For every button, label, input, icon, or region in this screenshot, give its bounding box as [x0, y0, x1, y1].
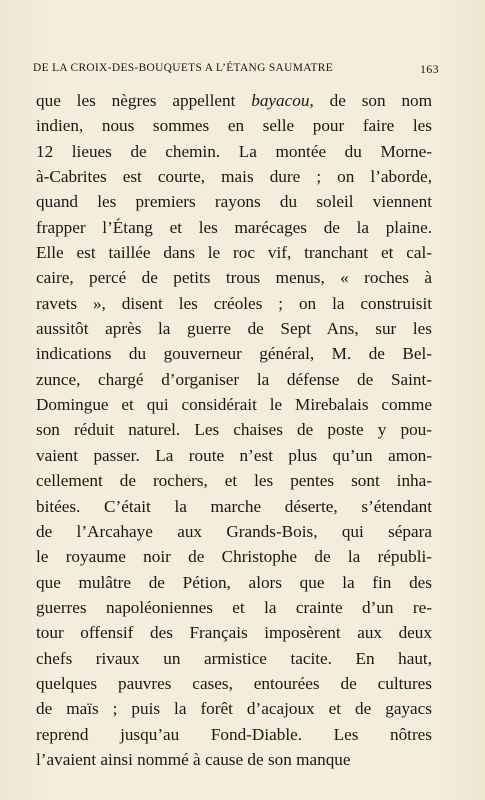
text-line: indications du gouverneur général, M. de Bel- — [36, 344, 432, 364]
text-line: l’avaient ainsi nommé à cause de son manque — [36, 749, 351, 769]
text-line: chefs rivaux un armistice tacite. En haut, — [36, 648, 432, 668]
text-line: quelques pauvres cases, entourées de cultures — [36, 673, 432, 693]
text-line: reprend jusqu’au Fond-Diable. Les nôtres — [36, 724, 432, 744]
text-line: à-Cabrites est courte, mais dure ; on l’aborde, — [36, 167, 432, 187]
italic-word: bayacou — [251, 91, 310, 110]
text-line: aussitôt après la guerre de Sept Ans, sur les — [36, 319, 432, 339]
text-line: vaient passer. La route n’est plus qu’un amon- — [36, 445, 432, 465]
body-text — [36, 88, 432, 772]
text-line: ravets », disent les créoles ; on la construisit — [36, 293, 432, 313]
text-line: Elle est taillée dans le roc vif, tranchant et cal- — [36, 243, 432, 263]
text-line: zunce, chargé d’organiser la défense de Saint- — [36, 369, 432, 389]
text-line: de l’Arcahaye aux Grands-Bois, qui sépara — [36, 521, 432, 541]
text-line: frapper l’Étang et les marécages de la plaine. — [36, 217, 432, 237]
text-line: quand les premiers rayons du soleil viennent — [36, 192, 432, 212]
text-line: Domingue et qui considérait le Mirebalais comme — [36, 395, 432, 415]
text-line: bitées. C’était la marche déserte, s’étendant — [36, 496, 432, 516]
text-line: le royaume noir de Christophe de la républi- — [36, 547, 432, 567]
text-line: 12 lieues de chemin. La montée du Morne- — [36, 141, 432, 161]
running-head — [33, 62, 439, 80]
text-segment: que les nègres appellent — [36, 91, 252, 110]
text-line — [36, 88, 432, 113]
page-number: 163 — [419, 62, 439, 76]
text-line: indien, nous sommes en selle pour faire les — [36, 116, 432, 136]
text-line: cellement de rochers, et les pentes sont inha- — [36, 471, 432, 491]
text-line: tour offensif des Français imposèrent aux deux — [36, 623, 432, 643]
text-line: caire, percé de petits trous menus, « roches à — [36, 268, 432, 288]
text-line: guerres napoléoniennes et la crainte d’un re- — [36, 597, 432, 617]
text-line: son réduit naturel. Les chaises de poste y pou- — [36, 420, 432, 440]
text-line: de maïs ; puis la forêt d’acajoux et de gayacs — [36, 699, 432, 719]
running-title: DE LA CROIX-DES-BOUQUETS A L’ÉTANG SAUMATRE — [33, 62, 334, 74]
text-line: que mulâtre de Pétion, alors que la fin des — [36, 572, 432, 592]
text-segment: , de son nom — [309, 91, 432, 110]
